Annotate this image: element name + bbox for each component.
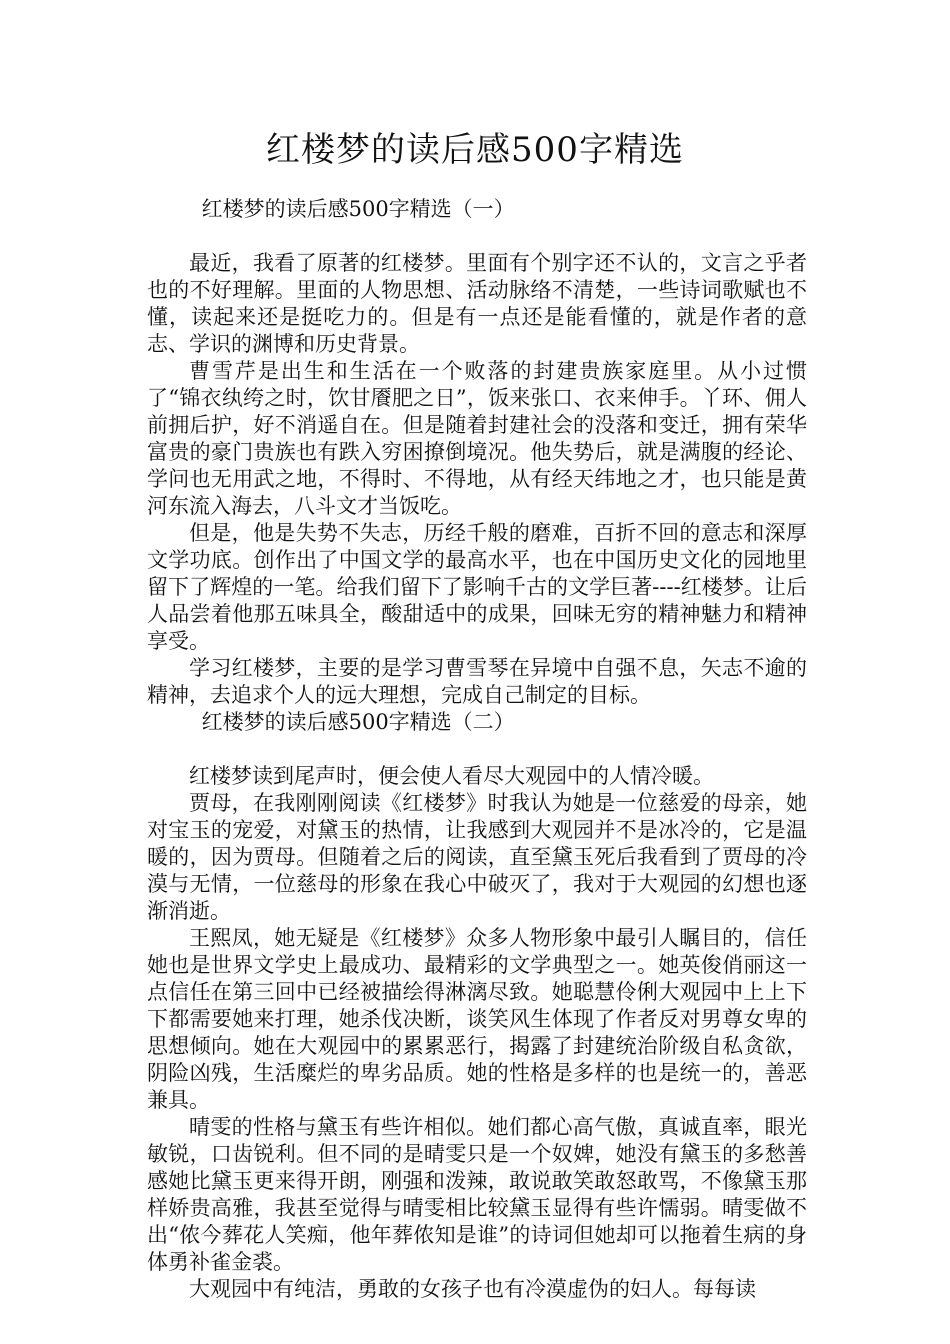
section-2-paragraph-4: 晴雯的性格与黛玉有些许相似。她们都心高气傲，真诚直率，眼光敏锐，口齿锐利。但不同的是晴雯只是一个奴婢，她没有黛玉的多愁善感她比黛玉更来得开朗，刚强和泼辣，敢说敢笑敢怒敢骂，不像黛玉那样娇贵高雅，我甚至觉得与晴雯相比较黛玉显得有些许懦弱。晴雯做不出“侬今葬花人笑痴，他年葬侬知是谁”的诗词但她却可以拖着生病的身体勇补雀金裘。 (147, 1115, 807, 1274)
section-2-paragraph-2: 贾母，在我刚刚阅读《红楼梦》时我认为她是一位慈爱的母亲，她对宝玉的宠爱，对黛玉的热情，让我感到大观园并不是冰冷的，它是温暖的，因为贾母。但随着之后的阅读，直至黛玉死后我看到了贾母的冷漠与无情，一位慈母的形象在我心中破灭了，我对于大观园的幻想也逐渐消逝。 (147, 791, 807, 923)
section-2-paragraph-1: 红楼梦读到尾声时，便会使人看尽大观园中的人情冷暖。 (189, 764, 714, 788)
document-body (147, 196, 807, 1303)
section-1-heading: 红楼梦的读后感500字精选（一） (201, 197, 515, 221)
document-title: 红楼梦的读后感500字精选 (266, 130, 684, 170)
section-1-paragraph-3: 但是，他是失势不失志，历经千般的磨难，百折不回的意志和深厚文学功底。创作出了中国文学的最高水平，也在中国历史文化的园地里留下了辉煌的一笔。给我们留下了影响千古的文学巨著----红楼梦。让后人品尝着他那五味具全，酸甜适中的成果，回味无穷的精神魅力和精神享受。 (147, 521, 807, 653)
section-1-paragraph-2: 曹雪芹是出生和生活在一个败落的封建贵族家庭里。从小过惯了“锦衣纨绔之时，饮甘餍肥之日”，饭来张口、衣来伸手。丫环、佣人前拥后护，好不消遥自在。但是随着封建社会的没落和变迁，拥有荣华富贵的豪门贵族也有跌入穷困撩倒境况。他失势后，就是满腹的经论、学问也无用武之地，不得时、不得地，从有经天纬地之才，也只能是黄河东流入海去，八斗文才当饭吃。 (147, 359, 807, 518)
section-2-heading: 红楼梦的读后感500字精选（二） (201, 710, 515, 734)
section-1-paragraph-4: 学习红楼梦，主要的是学习曹雪琴在异境中自强不息，矢志不逾的精神，去追求个人的远大理想，完成自己制定的目标。 (147, 656, 807, 707)
section-1-paragraph-1: 最近，我看了原著的红楼梦。里面有个别字还不认的，文言之乎者也的不好理解。里面的人物思想、活动脉络不清楚，一些诗词歌赋也不懂，读起来还是挺吃力的。但是有一点还是能看懂的，就是作者的意志、学识的渊博和历史背景。 (147, 251, 807, 356)
section-2-paragraph-3: 王熙凤，她无疑是《红楼梦》众多人物形象中最引人瞩目的，信任她也是世界文学史上最成功、最精彩的文学典型之一。她英俊俏丽这一点信任在第三回中已经被描绘得淋漓尽致。她聪慧伶俐大观园中上上下下都需要她来打理，她杀伐决断，谈笑风生体现了作者反对男尊女卑的思想倾向。她在大观园中的累累恶行，揭露了封建统治阶级自私贪欲，阴险凶残，生活糜烂的卑劣品质。她的性格是多样的也是统一的，善恶兼具。 (147, 926, 807, 1112)
section-2-paragraph-5: 大观园中有纯洁，勇敢的女孩子也有冷漠虚伪的妇人。每每读 (189, 1277, 756, 1301)
